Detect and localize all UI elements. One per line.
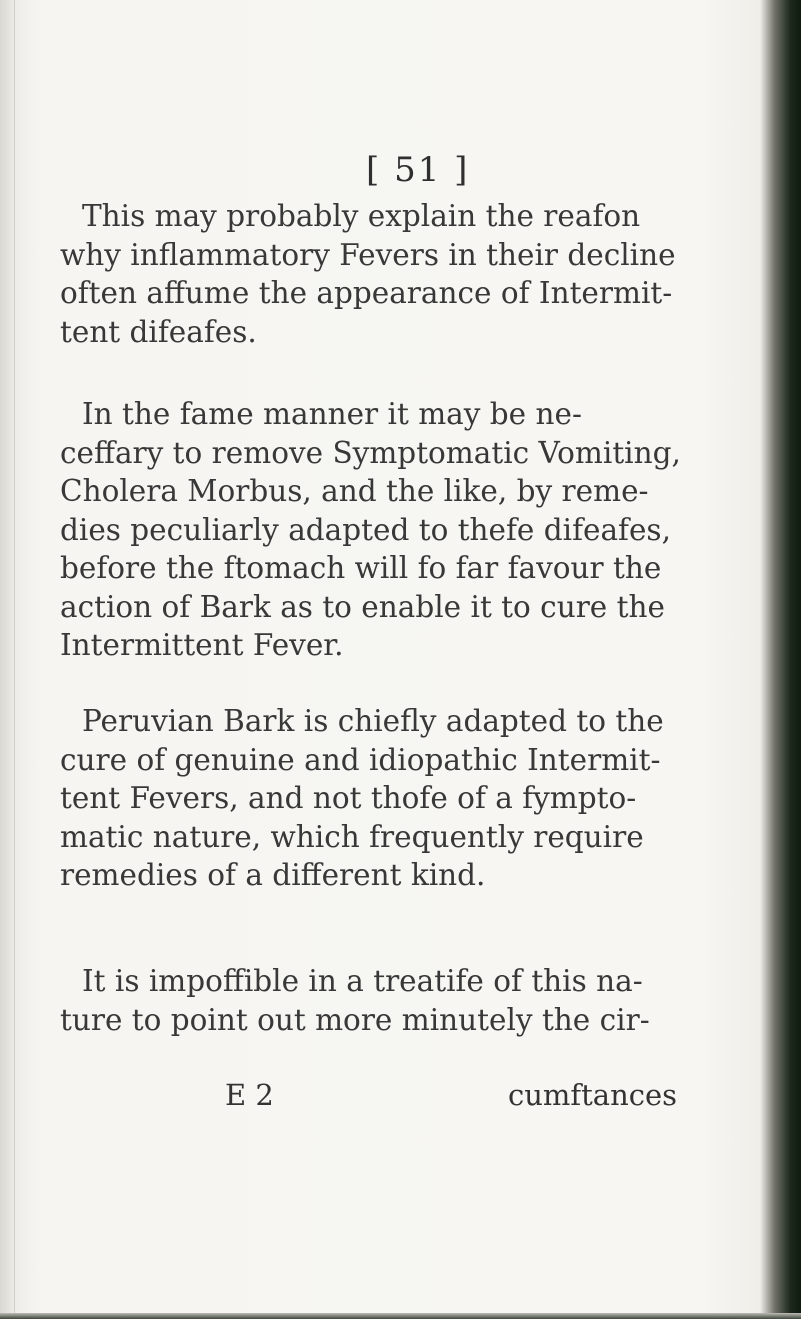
text-line: In the fame manner it may be ne- bbox=[82, 397, 582, 431]
page-gutter bbox=[0, 0, 15, 1319]
page-number-header: [ 51 ] bbox=[366, 150, 470, 190]
paragraph-3 bbox=[60, 702, 720, 895]
text-line: action of Bark as to enable it to cure the bbox=[60, 589, 665, 624]
text-line: Intermittent Fever. bbox=[60, 628, 344, 662]
text-line: often affume the appearance of Intermit- bbox=[60, 276, 673, 310]
text-line: ture to point out more minutely the cir- bbox=[60, 1002, 650, 1037]
text-line: before the ftomach will fo far favour the bbox=[60, 551, 662, 585]
text-line: tent difeafes. bbox=[60, 314, 257, 349]
text-line: matic nature, which frequently require bbox=[60, 819, 644, 854]
text-line: Peruvian Bark is chiefly adapted to the bbox=[82, 704, 664, 738]
text-line: ceffary to remove Symptomatic Vomiting, bbox=[60, 435, 681, 470]
page-bottom-edge bbox=[0, 1313, 801, 1319]
paragraph-2 bbox=[60, 395, 720, 665]
text-line: Cholera Morbus, and the like, by reme- bbox=[60, 474, 649, 508]
paragraph-1 bbox=[60, 197, 720, 351]
text-line: It is impoffible in a treatife of this na- bbox=[82, 964, 643, 998]
text-line: why inflammatory Fevers in their decline bbox=[60, 237, 676, 272]
text-line: This may probably explain the reafon bbox=[82, 199, 641, 233]
text-line: cure of genuine and idiopathic Intermit- bbox=[60, 742, 661, 777]
signature-mark: E 2 bbox=[225, 1078, 274, 1112]
text-line: tent Fevers, and not thofe of a fympto- bbox=[60, 781, 637, 815]
paragraph-4 bbox=[60, 962, 720, 1039]
text-line: dies peculiarly adapted to thefe difeafes, bbox=[60, 512, 671, 547]
text-line: remedies of a different kind. bbox=[60, 858, 486, 892]
catchword: cumftances bbox=[508, 1078, 678, 1112]
